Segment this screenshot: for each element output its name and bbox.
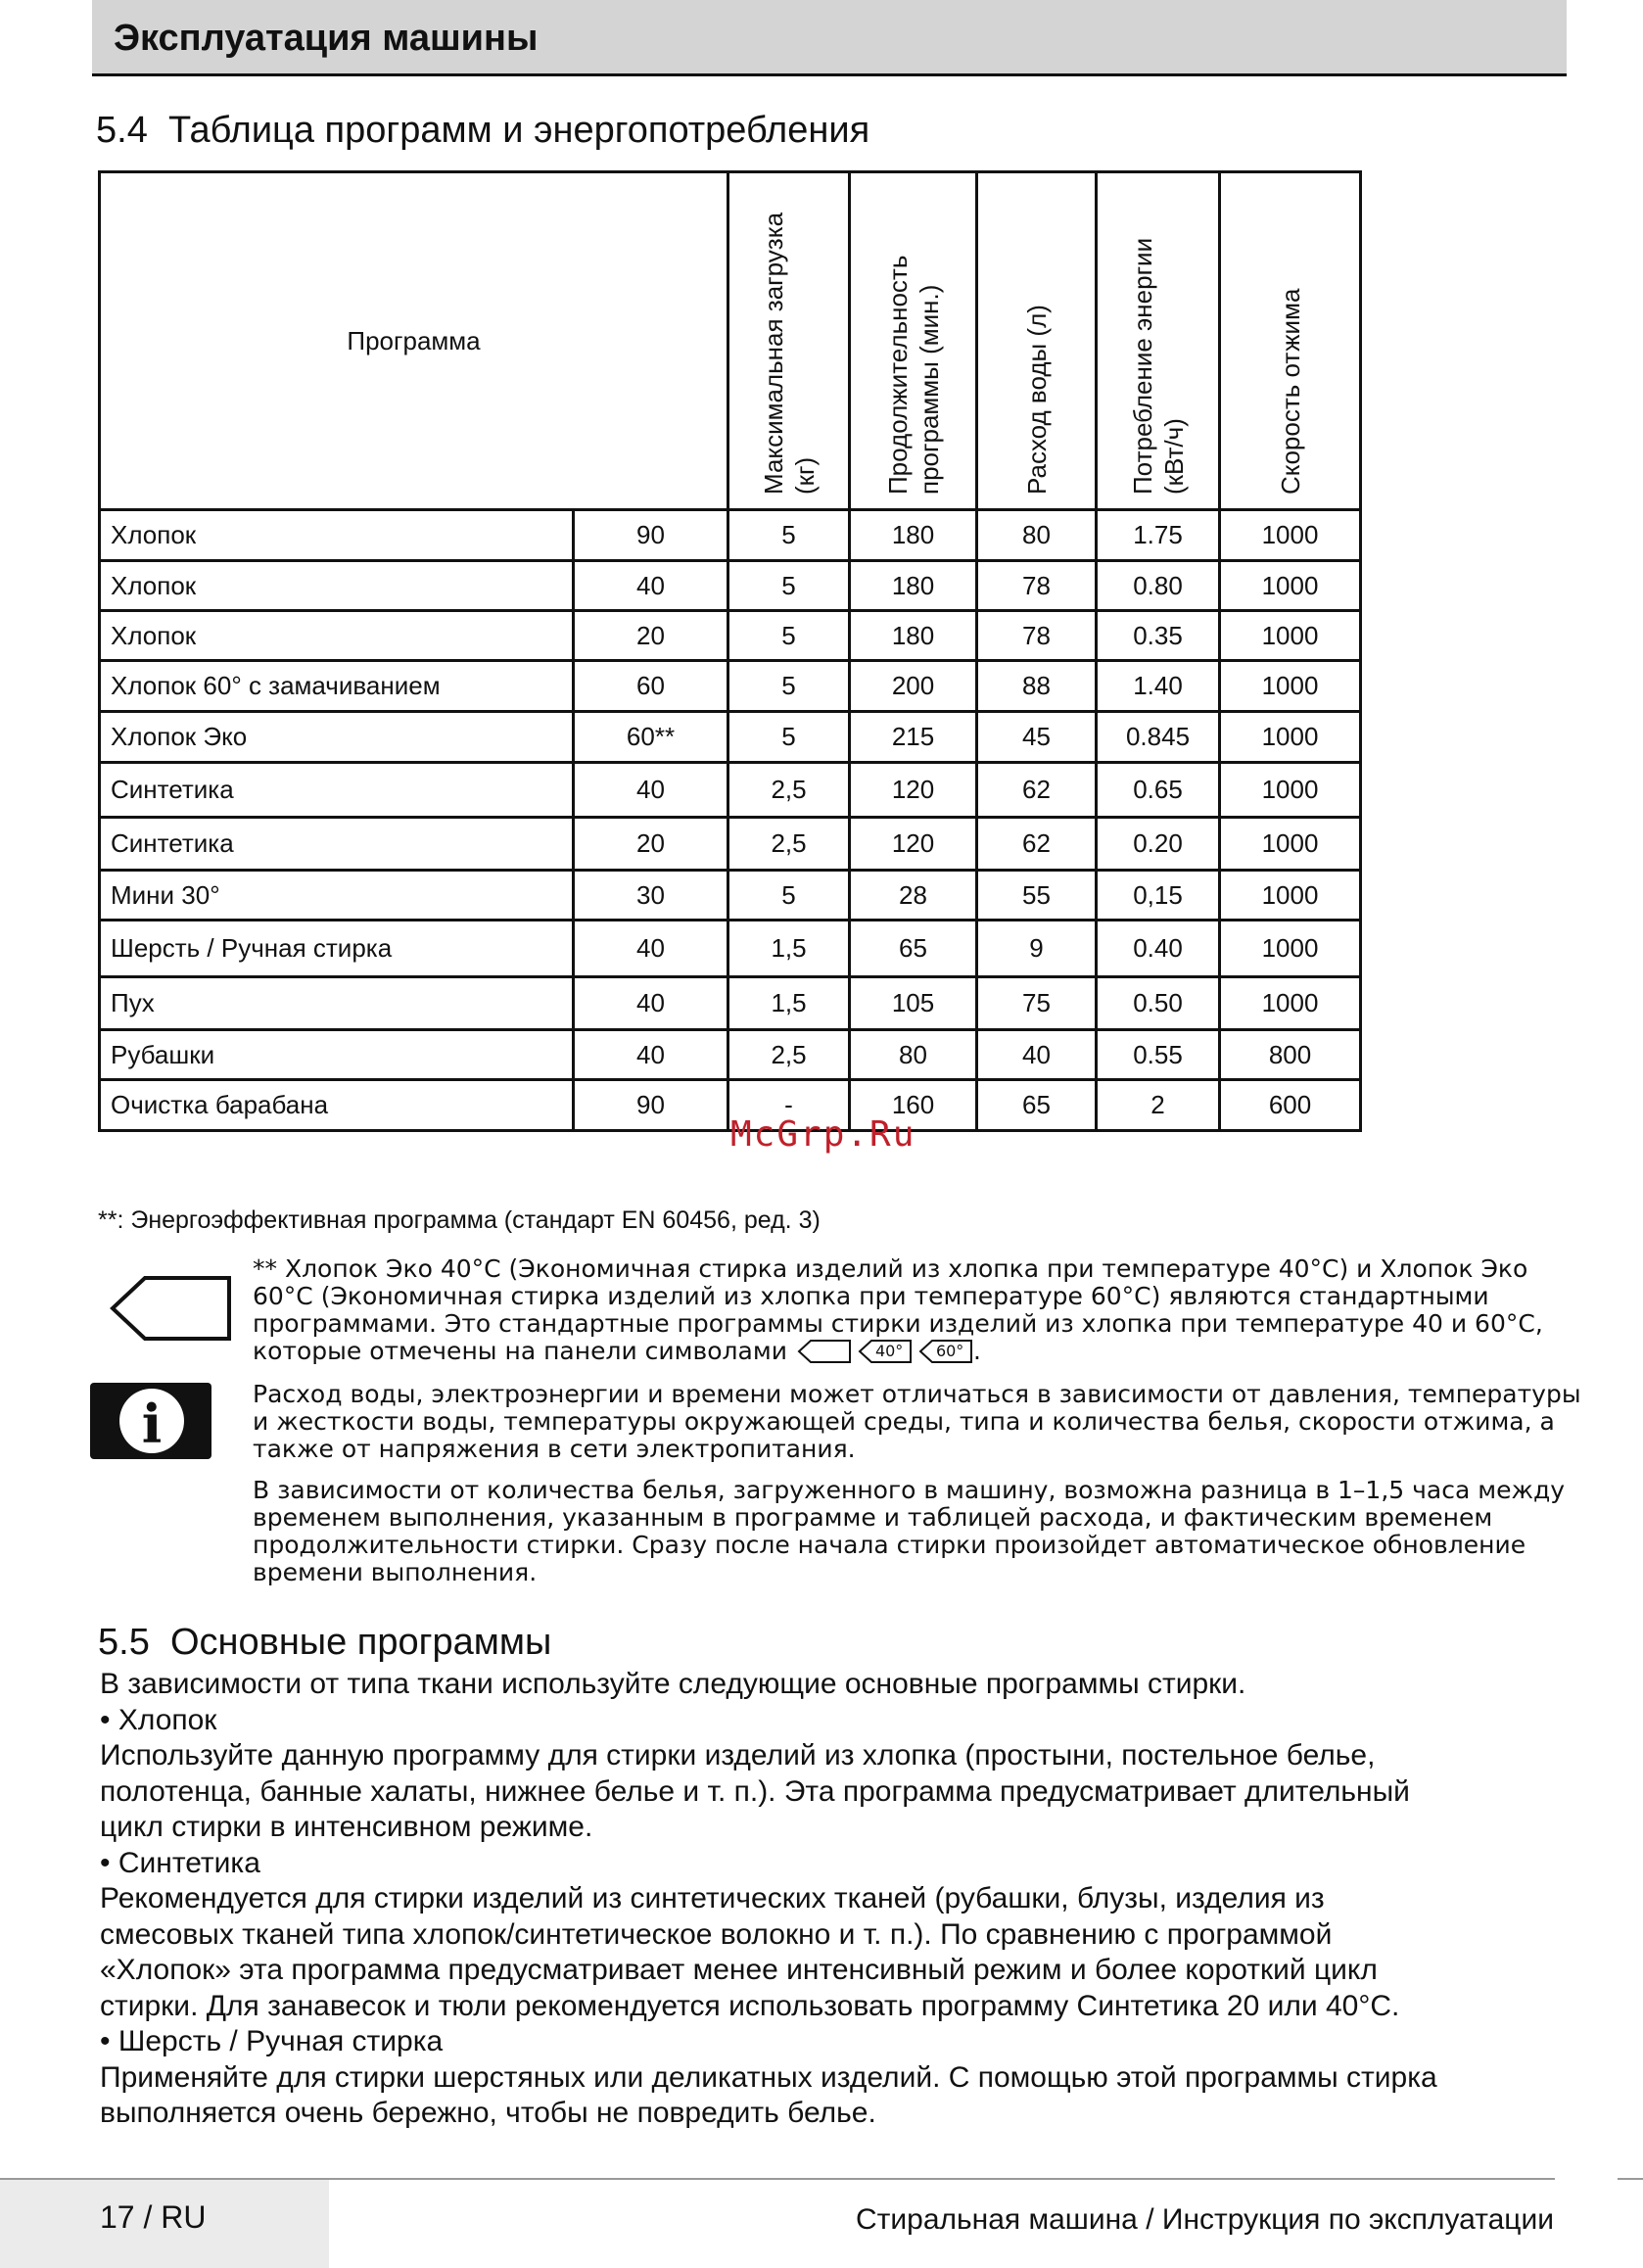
- cell-load: 5: [728, 510, 850, 561]
- table-row: [100, 510, 1361, 561]
- cell-load: 2,5: [728, 1030, 850, 1080]
- cell-energy: 0.845: [1097, 712, 1220, 763]
- table-row: [100, 611, 1361, 661]
- table-row: [100, 921, 1361, 977]
- table-row: [100, 818, 1361, 871]
- eco-60-symbol: [918, 1339, 973, 1364]
- footnote: **: Энергоэффективная программа (стандарт EN 60456, ред. 3): [98, 1206, 821, 1234]
- eco-60-label: 60°: [935, 1342, 964, 1360]
- paragraph-line: Используйте данную программу для стирки изделий из хлопка (простыни, постельное белье,: [100, 1739, 1376, 1772]
- cell-duration: 105: [850, 977, 977, 1030]
- cell-spin: 1000: [1220, 818, 1361, 871]
- cell-energy: 0.40: [1097, 921, 1220, 977]
- paragraph-line: выполняется очень бережно, чтобы не повредить белье.: [100, 2097, 876, 2129]
- cell-load: 2,5: [728, 763, 850, 818]
- table-row: [100, 661, 1361, 712]
- section-number: 5.4: [96, 110, 148, 151]
- cell-program: Синтетика: [100, 818, 574, 871]
- cell-water: 88: [977, 661, 1097, 712]
- cell-spin: 1000: [1220, 977, 1361, 1030]
- table-row: [100, 712, 1361, 763]
- eco-40-label: 40°: [874, 1342, 904, 1360]
- cell-load: 5: [728, 661, 850, 712]
- header-water: [977, 172, 1097, 510]
- cell-temperature: 60**: [574, 712, 728, 763]
- cell-load: 5: [728, 561, 850, 611]
- table-row: [100, 561, 1361, 611]
- header-max-load-label: Максимальная загрузка (кг): [758, 212, 820, 495]
- section-title-table: [96, 110, 869, 152]
- cell-spin: 1000: [1220, 921, 1361, 977]
- cell-spin: 1000: [1220, 561, 1361, 611]
- info-note-line: В зависимости от количества белья, загруженного в машину, возможна разница в 1–1,5 часа между: [253, 1476, 1566, 1504]
- cell-water: 75: [977, 977, 1097, 1030]
- cell-duration: 120: [850, 818, 977, 871]
- cell-spin: 1000: [1220, 611, 1361, 661]
- header-energy: [1097, 172, 1220, 510]
- info-note-paragraph-2: [253, 1477, 1565, 1586]
- cell-spin: 1000: [1220, 871, 1361, 921]
- watermark: McGrp.Ru: [730, 1114, 916, 1155]
- info-note-line: и жесткости воды, температуры окружающей среды, типа и количества белья, скорости отжима, а: [253, 1407, 1555, 1436]
- header-spin: [1220, 172, 1361, 510]
- cell-energy: 1.75: [1097, 510, 1220, 561]
- info-note-paragraph-1: [253, 1381, 1581, 1463]
- table-row: [100, 1030, 1361, 1080]
- header-spin-label: Скорость отжима: [1275, 288, 1305, 495]
- header-duration: [850, 172, 977, 510]
- cell-temperature: 40: [574, 763, 728, 818]
- cell-energy: 1.40: [1097, 661, 1220, 712]
- cell-duration: 180: [850, 561, 977, 611]
- cell-program: Хлопок Эко: [100, 712, 574, 763]
- cell-spin: 1000: [1220, 712, 1361, 763]
- eco-note-line: которые отмечены на панели символами: [253, 1337, 787, 1365]
- cell-duration: 80: [850, 1030, 977, 1080]
- cell-program: Мини 30°: [100, 871, 574, 921]
- cell-duration: 215: [850, 712, 977, 763]
- cell-program: Очистка барабана: [100, 1080, 574, 1131]
- section-title-text: Таблица программ и энергопотребления: [167, 110, 870, 151]
- eco-note-line: ** Хлопок Эко 40°C (Экономичная стирка изделий из хлопка при температуре 40°C) и Хлопок Эко: [253, 1254, 1528, 1283]
- footer-corner-mark: [1618, 2178, 1643, 2180]
- info-note-line: также от напряжения в сети электропитания.: [253, 1435, 856, 1463]
- section-number: 5.5: [98, 1622, 150, 1663]
- header-duration-label: Продолжительность программы (мин.): [882, 255, 944, 495]
- cell-spin: 600: [1220, 1080, 1361, 1131]
- cell-water: 55: [977, 871, 1097, 921]
- cell-water: 45: [977, 712, 1097, 763]
- cell-water: 78: [977, 611, 1097, 661]
- cell-load: 1,5: [728, 977, 850, 1030]
- cell-temperature: 90: [574, 510, 728, 561]
- main-programs-text: [100, 1667, 1569, 2132]
- bullet-cotton: • Хлопок: [100, 1703, 217, 1736]
- cell-duration: 200: [850, 661, 977, 712]
- paragraph-line: Рекомендуется для стирки изделий из синтетических тканей (рубашки, блузы, изделия из: [100, 1882, 1325, 1914]
- cell-spin: 1000: [1220, 661, 1361, 712]
- cell-temperature: 40: [574, 921, 728, 977]
- info-icon-letter: i: [141, 1393, 163, 1455]
- paragraph-line: В зависимости от типа ткани используйте следующие основные программы стирки.: [100, 1668, 1246, 1700]
- paragraph-line: цикл стирки в интенсивном режиме.: [100, 1811, 593, 1843]
- info-note-line: временем выполнения, указанным в программе и таблицей расхода, и фактическим временем: [253, 1503, 1493, 1532]
- eco-note-end: .: [972, 1337, 981, 1365]
- section-title-main: [98, 1622, 551, 1664]
- bullet-synthetics: • Синтетика: [100, 1846, 260, 1879]
- table-row: [100, 871, 1361, 921]
- cell-program: Хлопок: [100, 561, 574, 611]
- cell-temperature: 20: [574, 818, 728, 871]
- info-note-line: Расход воды, электроэнергии и времени может отличаться в зависимости от давления, температуры: [253, 1380, 1581, 1408]
- cell-water: 80: [977, 510, 1097, 561]
- cell-temperature: 30: [574, 871, 728, 921]
- eco-note: [253, 1255, 1543, 1365]
- eco-40-symbol: [858, 1339, 913, 1364]
- cell-load: 2,5: [728, 818, 850, 871]
- cell-energy: 0.80: [1097, 561, 1220, 611]
- eco-symbol-icon: [797, 1339, 852, 1364]
- eco-note-line: программами. Это стандартные программы стирки изделий из хлопка при температуре 40 и 60°C,: [253, 1309, 1543, 1338]
- cell-water: 62: [977, 763, 1097, 818]
- cell-program: Хлопок: [100, 611, 574, 661]
- header-energy-label: Потребление энергии (кВт/ч): [1127, 237, 1189, 495]
- cell-duration: 120: [850, 763, 977, 818]
- cell-program: Хлопок: [100, 510, 574, 561]
- header-water-label: Расход воды (л): [1021, 304, 1052, 495]
- cell-duration: 160: [850, 1080, 977, 1131]
- cell-energy: 0.35: [1097, 611, 1220, 661]
- cell-program: Шерсть / Ручная стирка: [100, 921, 574, 977]
- paragraph-line: полотенца, банные халаты, нижнее белье и т. п.). Эта программа предусматривает длительный: [100, 1774, 1410, 1808]
- header-program: [100, 172, 728, 510]
- cell-water: 40: [977, 1030, 1097, 1080]
- bullet-wool: • Шерсть / Ручная стирка: [100, 2025, 444, 2057]
- info-note-line: продолжительности стирки. Сразу после начала стирки произойдет автоматическое обновление: [253, 1531, 1526, 1559]
- paragraph-line: смесовых тканей типа хлопок/синтетическое волокно и т. п.). По сравнению с программой: [100, 1917, 1333, 1951]
- cell-energy: 0.65: [1097, 763, 1220, 818]
- cell-load: 5: [728, 712, 850, 763]
- cell-water: 9: [977, 921, 1097, 977]
- cell-program: Пух: [100, 977, 574, 1030]
- cell-load: 1,5: [728, 921, 850, 977]
- cell-energy: 0,15: [1097, 871, 1220, 921]
- cell-spin: 1000: [1220, 763, 1361, 818]
- paragraph-line: «Хлопок» эта программа предусматривает менее интенсивный режим и более короткий цикл: [100, 1954, 1378, 1986]
- cell-duration: 28: [850, 871, 977, 921]
- info-icon: [90, 1383, 211, 1459]
- paragraph-line: Применяйте для стирки шерстяных или деликатных изделий. С помощью этой программы стирка: [100, 2060, 1437, 2094]
- page-number: 17 / RU: [100, 2199, 207, 2235]
- page-header: [92, 0, 1567, 76]
- cell-program: Хлопок 60° с замачиванием: [100, 661, 574, 712]
- info-icon-circle: [119, 1389, 184, 1453]
- cell-program: Рубашки: [100, 1030, 574, 1080]
- cell-program: Синтетика: [100, 763, 574, 818]
- cell-water: 65: [977, 1080, 1097, 1131]
- cell-temperature: 40: [574, 1030, 728, 1080]
- cell-spin: 1000: [1220, 510, 1361, 561]
- header-max-load: [728, 172, 850, 510]
- cell-water: 78: [977, 561, 1097, 611]
- table-row: [100, 977, 1361, 1030]
- eco-note-line: 60°C (Экономичная стирка изделий из хлопка при температуре 60°C) являются стандартными: [253, 1282, 1489, 1310]
- cell-temperature: 40: [574, 561, 728, 611]
- table-header-row: [100, 172, 1361, 510]
- cell-duration: 180: [850, 611, 977, 661]
- cell-temperature: 60: [574, 661, 728, 712]
- cell-water: 62: [977, 818, 1097, 871]
- header-title: Эксплуатация машины: [114, 18, 539, 59]
- cell-temperature: 40: [574, 977, 728, 1030]
- cell-temperature: 90: [574, 1080, 728, 1131]
- cell-load: 5: [728, 871, 850, 921]
- eco-label-icon: [110, 1275, 233, 1342]
- cell-load: -: [728, 1080, 850, 1131]
- eco-note-line-last: [253, 1338, 1543, 1365]
- cell-duration: 65: [850, 921, 977, 977]
- program-table: [98, 170, 1362, 1132]
- info-note-line: времени выполнения.: [253, 1558, 538, 1586]
- cell-load: 5: [728, 611, 850, 661]
- footer-title: Стиральная машина / Инструкция по эксплуатации: [855, 2203, 1554, 2236]
- cell-energy: 2: [1097, 1080, 1220, 1131]
- cell-energy: 0.55: [1097, 1030, 1220, 1080]
- cell-spin: 800: [1220, 1030, 1361, 1080]
- section-title-text: Основные программы: [169, 1622, 552, 1663]
- header-program-label: Программа: [347, 325, 481, 355]
- cell-duration: 180: [850, 510, 977, 561]
- table-row: [100, 763, 1361, 818]
- paragraph-line: стирки. Для занавесок и тюли рекомендуется использовать программу Синтетика 20 или 40°C.: [100, 1989, 1400, 2022]
- cell-temperature: 20: [574, 611, 728, 661]
- cell-energy: 0.20: [1097, 818, 1220, 871]
- cell-energy: 0.50: [1097, 977, 1220, 1030]
